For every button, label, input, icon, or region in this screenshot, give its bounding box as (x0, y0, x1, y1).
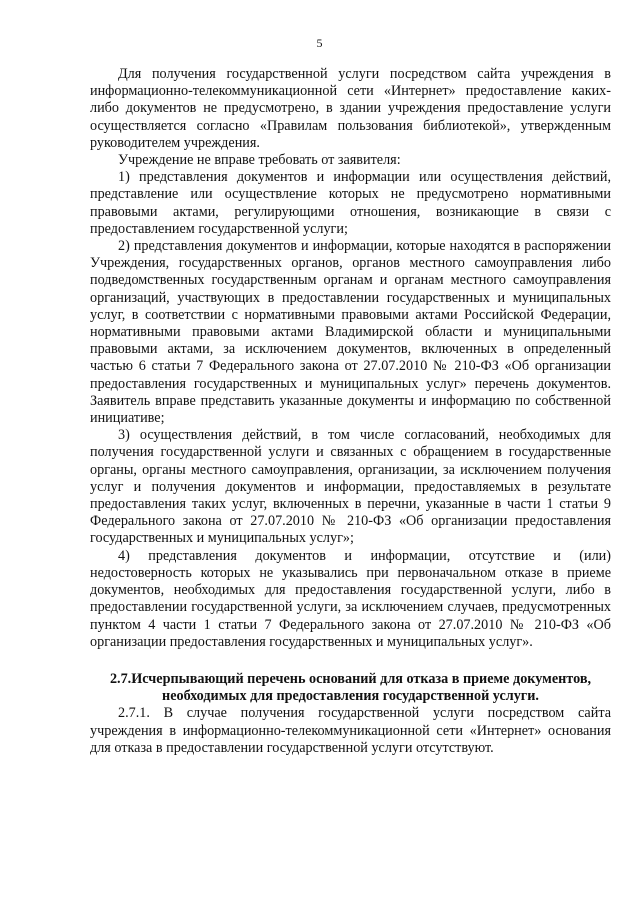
section-heading: 2.7.Исчерпывающий перечень оснований для отказа в приеме документов, необходимых для предоставления государственной услуги. (109, 670, 592, 705)
paragraph-item-3: 3) осуществления действий, в том числе согласований, необходимых для получения государственной услуги и связанных с обращением в государственные органы, органы местного самоуправления, организации, за исключением получения услуг и получения документов и информации, предоставляемых в результате предоставления таких услуг, включенных в перечни, указанные в части 1 статьи 9 Федерального закона от 27.07.2010 № 210-ФЗ «Об организации предоставления государственных и муниципальных услуг»; (90, 427, 611, 547)
paragraph-restrictions-lead: Учреждение не вправе требовать от заявителя: (118, 152, 401, 169)
paragraph-item-1: 1) представления документов и информации или осуществления действий, представление или осуществление которых не предусмотрено нормативными правовыми актами, регулирующими отношения, возникающие в связи с предоставлением государственной услуги; (90, 169, 611, 237)
paragraph-section-2-7-1: 2.7.1. В случае получения государственной услуги посредством сайта учреждения в информационно-телекоммуникационной сети «Интернет» основания для отказа в предоставлении государственной услуги отсутствуют. (90, 705, 611, 756)
paragraph-intro: Для получения государственной услуги посредством сайта учреждения в информационно-телекоммуникационной сети «Интернет» предоставление каких-либо документов не предусмотрено, в здании учреждения предоставление услуги осуществляется согласно «Правилам пользования библиотекой», утвержденным руководителем учреждения. (90, 66, 611, 151)
document-body (90, 66, 611, 757)
paragraph-item-2: 2) представления документов и информации, которые находятся в распоряжении Учреждения, государственных органов, органов местного самоуправления либо подведомственных государственным органам и органам местного самоуправления организаций, участвующих в предоставлении государственных и муниципальных услуг, в соответствии с нормативными правовыми актами Российской Федерации, нормативными правовыми актами Владимирской области и муниципальными правовыми актами, за исключением документов, включенных в определенный частью 6 статьи 7 Федерального закона от 27.07.2010 № 210-ФЗ «Об организации предоставления государственных и муниципальных услуг» перечень документов. Заявитель вправе представить указанные документы и информацию по собственной инициативе; (90, 238, 611, 427)
page-number: 5 (316, 36, 323, 50)
paragraph-item-4: 4) представления документов и информации, отсутствие и (или) недостоверность которых не указывались при первоначальном отказе в приеме документов, необходимых для предоставления государственной услуги, либо в предоставлении государственной услуги, за исключением случаев, предусмотренных пунктом 4 части 1 статьи 7 Федерального закона от 27.07.2010 № 210-ФЗ «Об организации предоставления государственных и муниципальных услуг». (90, 547, 611, 650)
